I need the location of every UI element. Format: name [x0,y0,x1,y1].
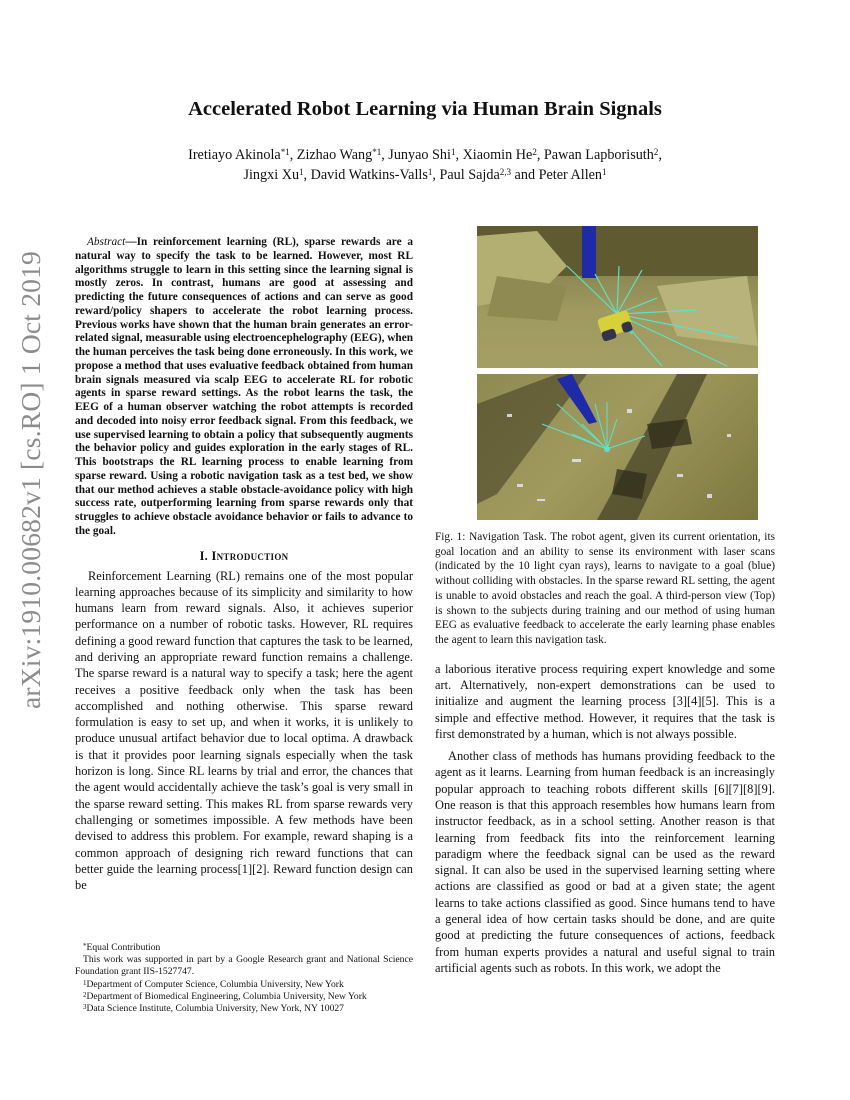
author-line-2: Jingxi Xu$^1$, David Watkins-Valls$^1$, Paul Sajda$^{2,3}$ and Peter Allen$^1$ [243,167,607,183]
author-affiliation-sup: *1 [280,147,290,157]
footnotes [75,942,413,1015]
footnote-equal-contribution: *Equal Contribution [83,942,161,953]
abstract [75,236,413,539]
section-number: I. [199,548,209,563]
author-affiliation-sup: 2 [532,147,537,157]
author-name: Peter Allen [538,167,603,183]
author-name: Pawan Lapborisuth [543,147,654,163]
author-conjunction: and [514,167,536,183]
author-name: Zizhao Wang [296,147,373,163]
figure-1-caption: Fig. 1: Navigation Task. The robot agent, given its current orientation, its goal location and an ability to sense its environment with laser scans (indicated by the 10 light cyan rays), learns to navigate to a goal (blue) without colliding with obstacles. In the sparse reward RL setting, the agent is unable to avoid obstacles and reach the goal. A third-person view (Top) is shown to the subjects during training and our method of using human EEG as evaluative feedback to accelerate the early learning phase enables the agent to learn this navigation task. [435,531,775,646]
intro-paragraph-1: Reinforcement Learning (RL) remains one of the most popular learning approaches because of its simplicity and similarity to how humans learn from reward signals. Also, it achieves superior performance on a number of robotic tasks. However, RL requires defining a good reward function that captures the task to be learned, and deriving an appropriate reward function remains a challenge. The sparse reward is a natural way to specify a task; here the agent receives a positive feedback only when the task has been accomplished and nothing otherwise. This sparse reward formulation is easy to set up, and when it works, it is unlikely to produce unusual artifact behavior due to local optima. A drawback is that it provides poor learning signals especially when the task horizon is long. Since RL learns by trial and error, the chances that the agent would accidentally achieve the task’s goal is very small in the sparse reward setting. This makes RL from sparse rewards very challenging or sometimes impossible. A few methods have been devised to address this problem. For example, reward shaping is a common approach of designing rich reward functions that can better guide the learning process[1][2]. Reward function design can be [75,568,413,893]
figure-1-bottom-view-image [477,374,758,520]
author-list [120,145,730,185]
author-affiliation-sup: 1 [299,167,304,177]
abstract-dash: — [125,236,137,248]
paper-title: Accelerated Robot Learning via Human Brain Signals [188,98,662,120]
author-affiliation-sup: *1 [372,147,382,157]
author-affiliation-sup: 1 [602,167,607,177]
right-column-text [435,661,775,977]
intro-paragraph-1-continued: a laborious iterative process requiring expert knowledge and some art. Alternatively, non-expert demonstrations can be used to initialize and augment the learning process [3][4][5]. This is a simple and effective method. However, it requires that the task is first demonstrated by a human, which is not always possible. [435,661,775,741]
footnote-affiliation-2: $^2$Department of Biomedical Engineering, Columbia University, New York [83,990,367,1002]
robot-scene-third-person-icon [477,226,758,368]
author-affiliation-sup: 2,3 [499,167,511,177]
author-name: Iretiayo Akinola [188,147,281,163]
author-name: David Watkins-Valls [310,167,428,183]
abstract-text: In reinforcement learning (RL), sparse rewards are a natural way to specify the task to be learned. However, most RL algorithms struggle to learn in this setting since the learning signal is mostly zeros. In contrast, humans are good at assessing and predicting the future consequences of actions and can serve as good reward/policy shapers to accelerate the robot learning process. Previous works have shown that the human brain generates an error-related signal, measurable using electroencephelography (EEG), when the human perceives the task being done erroneously. In this work, we propose a method that uses evaluative feedback obtained from human brain signals measured via scalp EEG to accelerate RL for robotic agents in sparse reward settings. As the robot learns the task, the EEG of a human observer watching the robot attempts is recorded and decoded into noisy error feedback signal. From this feedback, we use supervised learning to obtain a policy that subsequently augments the behavior policy and guides exploration in the early stages of RL. This bootstraps the RL learning process to enable learning from sparse reward. Using a robotic navigation task as a test bed, we show that our method achieves a stable obstacle-avoidance policy with high success rate, outperforming learning from sparse rewards only that struggles to achieve obstacle avoidance behavior or fails to advance to the goal. [75,236,413,537]
author-line-1: Iretiayo Akinola$^{*1}$, Zizhao Wang$^{*1}$, Junyao Shi$^1$, Xiaomin He$^2$, Pawan Lapborisuth$^2$, [188,147,662,163]
author-affiliation-sup: 1 [427,167,433,177]
author-name: Junyao Shi [388,147,451,163]
section-heading-introduction [75,549,413,564]
footnote-affiliation-1: $^1$Department of Computer Science, Columbia University, New York [83,978,344,990]
author-affiliation-sup: 2 [653,147,659,157]
author-name: Jingxi Xu [243,167,300,183]
arxiv-stamp-text: arXiv:1910.00682v1 [cs.RO] 1 Oct 2019 [15,250,47,710]
author-affiliation-sup: 1 [450,147,456,157]
footnote-affiliation-3: $^3$Data Science Institute, Columbia University, New York, NY 10027 [83,1003,344,1015]
abstract-label: Abstract [87,236,126,248]
right-column [435,226,775,976]
intro-paragraph-2: Another class of methods has humans providing feedback to the agent as it learns. Learning from human feedback is an increasingly popular approach to teaching robots different skills [6][7][8][9]. One reason is that this approach resembles how humans learn from instructor feedback, as in a school setting. Another reason is that learning from feedback fits into the reinforcement learning paradigm where the feedback signal can be used as the reward signal. It can also be used in the supervised learning setting where actions are classified as good or bad at a given state; the agent learns to take actions classified as good. Since humans tend to have a general idea of how certain tasks should be done, and are quite good at predicting the future consequences of actions, feedback from human experts provides a natural and useful signal to train artificial agents such as robots. In this work, we adopt the [435,749,775,975]
author-name: Paul Sajda [439,167,500,183]
author-name: Xiaomin He [462,147,533,163]
arxiv-identifier-stamp [6,250,56,710]
section-title: Introduction [211,548,289,563]
figure-1 [435,226,775,648]
robot-scene-top-down-icon [477,374,758,520]
figure-1-top-view-image [477,226,758,368]
footnote-funding: This work was supported in part by a Google Research grant and National Science Foundation grant IIS-1527747. [75,954,413,978]
left-column [75,236,413,893]
